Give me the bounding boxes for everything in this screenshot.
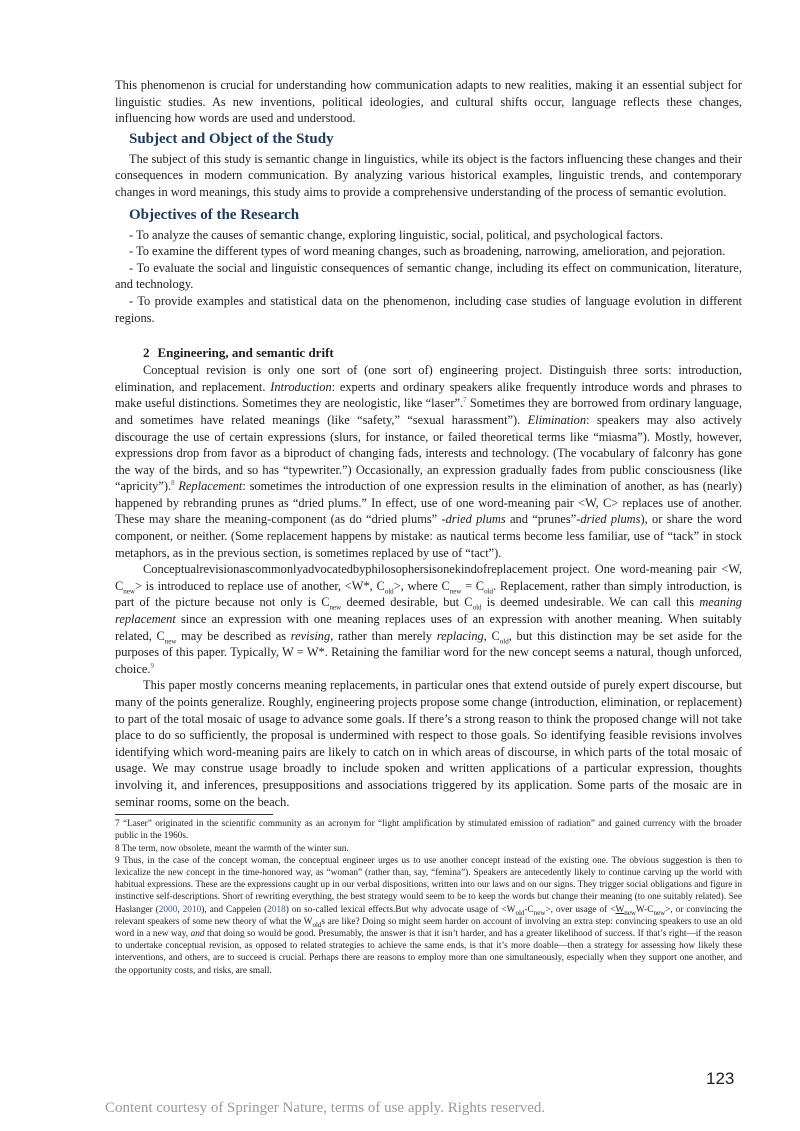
objectives-heading: Objectives of the Research — [129, 206, 300, 223]
citation-link[interactable]: 2000 — [158, 904, 178, 915]
footnote-ref-7[interactable]: 7 — [463, 396, 467, 405]
citation-link[interactable]: 2010 — [182, 904, 202, 915]
section-paragraph-1: Conceptual revision is only one sort of (one sort of) engineering project. Distinguish three sorts: introduction, elimination, and replacement. Introduction: experts and ordinary speakers alike frequently introduce words and phrases to make useful distinctions. Sometimes they are neologistic, like “laser”.$^7$ Sometimes they are borrowed from ordinary language, and sometimes have related meanings (like “safety,” “sexual harassment”). Elimination: speakers may also actively discourage the use of certain expressions (slurs, for instance, or failed theoretical terms like “miasma”). Mostly, however, expressions drop from favor as a biproduct of changing fads, interests and technology. (The vocabulary of falconry has gone the way of the birds, and so has “typewriter.”) Occasionally, an expression gradually fades from public consciousness (like “apricity”).$^8$ Replacement: sometimes the introduction of one expression results in the elimination of another, as has (nearly) happened by rebranding prunes as “dried plums.” In effect, use of one word-meaning pair <W, C> replaces use of another. These may share the meaning-component (as do “dried plums” -dried plums and “prunes”-dried plums), or share the word component, or neither. (Some replacement happens by mistake: as nautical terms become less familiar, use of “tack” in stock metaphors, as in the previous section, is sometimes replaced by use of “tact”). — [115, 363, 743, 560]
subject-heading: Subject and Object of the Study — [129, 130, 334, 147]
subject-paragraph: The subject of this study is semantic change in linguistics, while its object is the factors influencing these changes and their consequences in modern communication. By analyzing various historical examples, linguistic trends, and contemporary changes in word meanings, this study aims to provide a comprehensive understanding of the process of semantic evolution. — [115, 151, 742, 199]
objective-item: - To provide examples and statistical data on the phenomenon, including case studies of language evolution in different regions. — [115, 293, 742, 325]
section-number: 2 — [143, 345, 150, 361]
objective-item: - To examine the different types of word meaning changes, such as broadening, narrowing, amelioration, and pejoration. — [129, 244, 726, 259]
courtesy-notice: Content courtesy of Springer Nature, terms of use apply. Rights reserved. — [105, 1100, 546, 1116]
citation-link[interactable]: 2018 — [267, 904, 286, 915]
footnote-7: 7 “Laser” originated in the scientific community as an acronym for “light amplification by stimulated emission of radiation” and gained currency with the broader public in the 1960s. — [115, 819, 742, 842]
footnote-ref-9[interactable]: 9 — [150, 661, 154, 670]
objective-item: - To analyze the causes of semantic change, exploring linguistic, social, political, and psychological factors. — [129, 227, 663, 242]
intro-paragraph: This phenomenon is crucial for understanding how communication adapts to new realities, making it an essential subject for linguistic studies. As new inventions, political ideologies, and cultural shifts occur, language reflects these changes, influencing how words are used and understood. — [115, 78, 742, 126]
footnote-divider — [115, 814, 273, 815]
objective-item: - To evaluate the social and linguistic consequences of semantic change, including its effect on communication, literature, and technology. — [115, 260, 742, 292]
section-title: Engineering, and semantic drift — [157, 345, 334, 361]
page-number: 123 — [706, 1069, 735, 1088]
footnote-9: 9 Thus, in the case of the concept woman, the conceptual engineer urges us to use another concept instead of the existing one. The obvious suggestion is then to lexicalize the new concept in the time-honored way, as “woman” (rather than, say, “femina”). Speakers are antecedently likely to continue carving up the world with habitual expressions. These are the expressions caught up in our verbal dispositions, written into our laws and on our signs. They trigger social obligations and figure in instinctive self-descriptions. Short of rewriting everything, the best strategy would seem to be to keep the words but change their meaning (to one suitably related). See Haslanger (2000, 2010), and Cappelen (2018) on so-called lexical effects.But why advocate usage of $<W_{old}-C_{new}>$, over usage of $<W_{new}W-C_{new}>$, or convincing the relevant speakers of some new theory of what the $W_{old}s$ are like? Doing so might seem harder on account of involving an extra step: convincing speakers to use an old word in a new way, and that doing so would be good. Presumably, the answer is that it isn’t harder, and has a greater likelihood of success. If that’s right—if the reason to undertake conceptual revision, as opposed to related strategies to achieve the same ends, is that it’s more doable—then a strategy for assessing how likely these interventions, and others, are to succeed is crucial. Perhaps there are reasons to employ more than one simultaneously, especially when they support one another, and the opportunity costs, and risks, are small. — [115, 855, 743, 976]
section-paragraph-2: Conceptualrevisionascommonlyadvocatedbyphilosophersisonekindofreplacement project. One word-meaning pair <W, $C_{new}>$ is introduced to replace use of another, <W*, $C_{old}>$, where $C_{new} = C_{old}$. Replacement, rather than simply introduction, is part of the picture because not only is $C_{new}$ deemed desirable, but $C_{old}$ is deemed undesirable. We can call this meaning replacement since an expression with one meaning replaces uses of an expression with another meaning. When suitably related, $C_{new}$ may be described as revising, rather than merely replacing, $C_{old}$, but this distinction may be set aside for the purposes of this paper. Typically, W = W*. Retaining the familiar word for the new concept seems a natural, though unforced, choice.$^9$ — [115, 562, 742, 676]
footnote-ref-8[interactable]: 8 — [171, 479, 175, 488]
footnote-8: 8 The term, now obsolete, meant the warmth of the winter sun. — [115, 843, 349, 854]
section-heading — [143, 344, 742, 361]
main-column — [115, 77, 742, 977]
section-paragraph-3: This paper mostly concerns meaning replacements, in particular ones that extend outside of purely expert discourse, but many of the points generalize. Roughly, engineering projects propose some change (introduction, elimination, or replacement) to part of the total mosaic of usage to advance some goals. If there’s a strong reason to think the proposed change will not take place to do so sufficiently, the proposal is undermined with respect to those goals. So identifying feasible revisions involves identifying which word-meaning pairs are likely to catch on in which areas of discourse, in which parts of the total mosaic of usage. We may construe usage broadly to include spoken and written applications of a particular expression, thoughts involving it, and inferences, presuppositions and associations triggered by its application. Some parts of the mosaic are in seminar rooms, some on the beach. — [115, 678, 742, 809]
